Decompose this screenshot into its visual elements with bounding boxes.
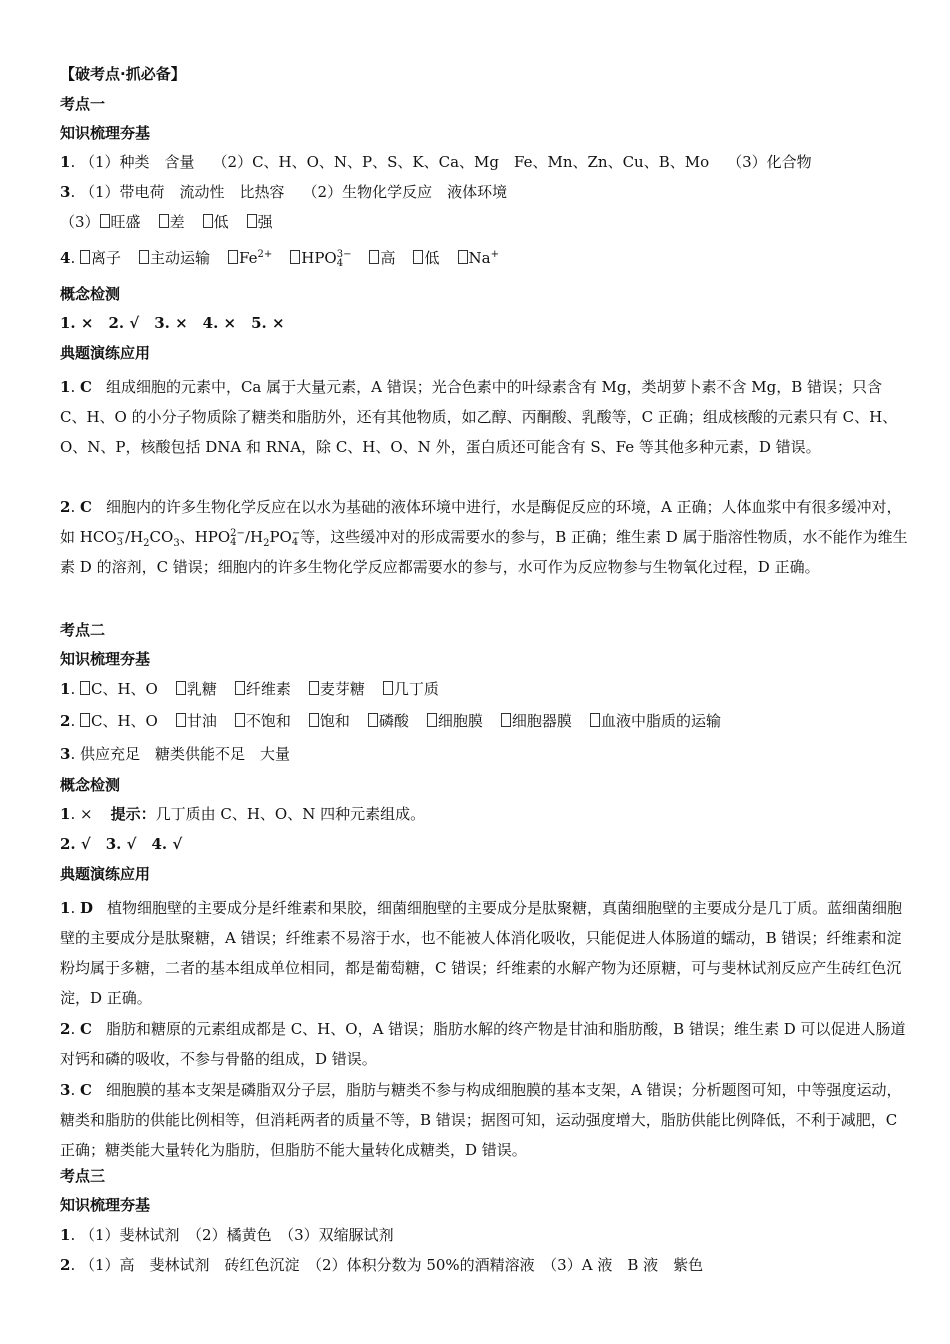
s3-kb-line-1: 1. （1）斐林试剂 （2）橘黄色 （3）双缩脲试剂 (60, 1226, 394, 1244)
section-1-heading: 考点一 (60, 95, 106, 113)
blank-box-icon (176, 681, 186, 695)
page-title: 【破考点·抓必备】 (60, 65, 186, 83)
s2-kb-line-2: 2. C、H、O 甘油 不饱和 饱和 磷酸 细胞膜 细胞器膜 血液中脂质的运输 (60, 712, 721, 730)
blank-box-icon (413, 250, 423, 264)
section-3-knowledge-heading: 知识梳理夯基 (60, 1196, 151, 1214)
section-1-knowledge-heading: 知识梳理夯基 (60, 124, 151, 142)
blank-box-icon (80, 250, 90, 264)
answer-letter: D (79, 899, 93, 917)
s1-kb-line-1: 1. （1）种类 含量 （2）C、H、O、N、P、S、K、Ca、Mg Fe、Mn、Zn、Cu、B、Mo （3）化合物 (60, 153, 812, 171)
blank-box-icon (80, 681, 90, 695)
blank-box-icon (80, 713, 90, 727)
answer-letter: C (79, 498, 92, 516)
blank-box-icon (235, 681, 245, 695)
section-1-app-heading: 典题演练应用 (60, 344, 151, 362)
s1-question-1: 1. C 组成细胞的元素中，Ca 属于大量元素，A 错误；光合色素中的叶绿素含有 Mg，类胡萝卜素不含 Mg，B 错误；只含 C、H、O 的小分子物质除了糖类和脂肪外，还有其他物质，如乙醇、丙酮酸、乳酸等，C 正确；组成核酸的元素只有 C、H、O、N、P，核酸包括 DNA 和 RNA，除 C、H、O、N 外，蛋白质还可能含有 S、Fe 等其他多种元素，D 错误。 (60, 378, 898, 456)
s1-kb-line-3: 3. （1）带电荷 流动性 比热容 （2）生物化学反应 液体环境 (60, 183, 508, 201)
s2-question-2: 2. C 脂肪和糖原的元素组成都是 C、H、O，A 错误；脂肪水解的终产物是甘油和脂肪酸，B 错误；维生素 D 可以促进人肠道对钙和磷的吸收，不参与骨骼的组成，D 错误。 (60, 1020, 906, 1068)
blank-box-icon (369, 250, 379, 264)
blank-box-icon (368, 713, 378, 727)
blank-box-icon (501, 713, 511, 727)
blank-box-icon (100, 214, 110, 228)
s2-kb-line-1: 1. C、H、O 乳糖 纤维素 麦芽糖 几丁质 (60, 680, 439, 698)
section-1-concept-heading: 概念检测 (60, 285, 121, 303)
s2-kb-line-3: 3. 供应充足 糖类供能不足 大量 (60, 745, 290, 763)
s1-concept-answers: 1. × 2. √ 3. × 4. × 5. × (60, 314, 285, 332)
item-number: 4 (60, 249, 71, 267)
blank-box-icon (159, 214, 169, 228)
answer-letter: C (79, 1020, 92, 1038)
section-3-heading: 考点三 (60, 1167, 106, 1185)
item-number: 1 (60, 153, 71, 171)
answer-letter: C (79, 1081, 92, 1099)
s2-question-1: 1. D 植物细胞壁的主要成分是纤维素和果胶，细菌细胞壁的主要成分是肽聚糖，真菌细胞壁的主要成分是几丁质。蓝细菌细胞壁的主要成分是肽聚糖，A 错误；纤维素不易溶于水，也不能被人体消化吸收，只能促进人体肠道的蠕动，B 错误；纤维素和淀粉均属于多糖，二者的基本组成单位相同，都是葡萄糖，C 错误；纤维素的水解产物为还原糖，可与斐林试剂反应产生砖红色沉淀，D 正确。 (60, 899, 903, 1007)
blank-box-icon (309, 681, 319, 695)
section-2-knowledge-heading: 知识梳理夯基 (60, 650, 151, 668)
section-2-app-heading: 典题演练应用 (60, 865, 151, 883)
blank-box-icon (590, 713, 600, 727)
blank-box-icon (139, 250, 149, 264)
blank-box-icon (458, 250, 468, 264)
s3-kb-line-2: 2. （1）高 斐林试剂 砖红色沉淀 （2）体积分数为 50%的酒精溶液 （3）A 液 B 液 紫色 (60, 1256, 704, 1274)
blank-box-icon (427, 713, 437, 727)
blank-box-icon (203, 214, 213, 228)
s2-concept-line-1: 1. × 提示：几丁质由 C、H、O、N 四种元素组成。 (60, 805, 426, 823)
blank-box-icon (176, 713, 186, 727)
s2-question-3: 3. C 细胞膜的基本支架是磷脂双分子层，脂肪与糖类不参与构成细胞膜的基本支架，A 错误；分析题图可知，中等强度运动，糖类和脂肪的供能比例相等，但消耗两者的质量不等，B 错误；据图可知，运动强度增大，脂肪供能比例降低，不利于减肥，C 正确；糖类能大量转化为脂肪，但脂肪不能大量转化成糖类，D 错误。 (60, 1081, 902, 1159)
section-2-heading: 考点二 (60, 621, 106, 639)
blank-box-icon (247, 214, 257, 228)
section-2-concept-heading: 概念检测 (60, 776, 121, 794)
s2-concept-line-2: 2. √ 3. √ 4. √ (60, 835, 183, 853)
s1-kb-line-4: 4. 离子 主动运输 $Fe^{2+}$ HPO 3− 4 高 低 Na+ (60, 249, 499, 269)
blank-box-icon (235, 713, 245, 727)
blank-box-icon (290, 250, 300, 264)
blank-box-icon (228, 250, 238, 264)
s1-question-2: 2. C 细胞内的许多生物化学反应在以水为基础的液体环境中进行，水是酶促反应的环境，A 正确；人体血浆中有很多缓冲对，如 HCO − 3 $/H_2CO_3$、HPO 2− 4 $/H_2PO$ − 4 等，这些缓冲对的形成需要水的参与，B 正确；维生素 D 属于脂溶性物质，水不能作为维生素 D 的溶剂，C 错误；细胞内的许多生物化学反应都需要水的参与，水可作为反应物参与生物氧化过程，D 正确。 (60, 498, 908, 576)
s1-kb-line-3b: （3） 旺盛 差 低 强 (60, 213, 273, 231)
answer-letter: C (79, 378, 92, 396)
blank-box-icon (309, 713, 319, 727)
blank-box-icon (383, 681, 393, 695)
item-number: 3 (60, 183, 71, 201)
